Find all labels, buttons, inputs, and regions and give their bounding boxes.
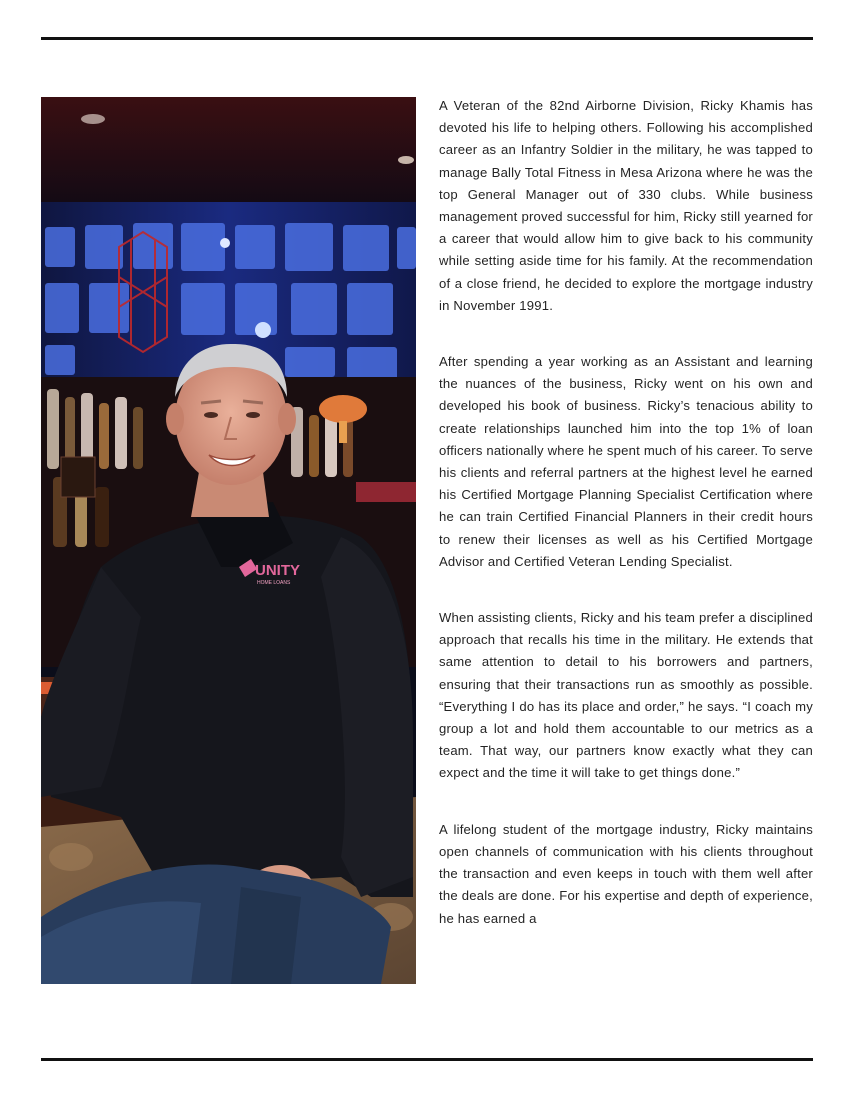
article-body xyxy=(439,95,813,1005)
portrait-photo xyxy=(41,97,416,984)
article-paragraph: When assisting clients, Ricky and his team prefer a disciplined approach that recalls his time in the military. He extends that same attention to detail to his borrowers and partners, ensuring that their transactions run as smoothly as possible. “Everything I do has its place and order,” he says. “I coach my group a lot and hold them accountable to our metrics as a team. That way, our partners know exactly what they can expect and the time it will take to get things done.” xyxy=(439,610,813,781)
bottom-rule xyxy=(41,1058,813,1061)
portrait-illustration xyxy=(41,97,416,984)
logo-tagline: HOME LOANS xyxy=(257,580,291,586)
article-paragraph: A Veteran of the 82nd Airborne Division, Ricky Khamis has devoted his life to helping others. Following his accomplished career as an Infantry Soldier in the military, he was tapped to manage Bally Total Fitness in Mesa Arizona where he was the top General Manager out of 330 clubs. While business management proved successful for him, Ricky still yearned for a career that would allow him to give back to his community while setting aside time for his family. At the recommendation of a close friend, he decided to explore the mortgage industry in November 1991. xyxy=(439,98,813,313)
top-rule xyxy=(41,37,813,40)
article-paragraph: A lifelong student of the mortgage industry, Ricky maintains open channels of communication with his clients throughout the transaction and even keeps in touch with them well after the deals are done. For his expertise and depth of experience, he has earned a xyxy=(439,821,813,926)
logo-brand: UNITY xyxy=(255,562,300,579)
article-paragraph: After spending a year working as an Assistant and learning the nuances of the business, Ricky went on his own and developed his book of business. Ricky’s tenacious ability to create relationships launched him into the top 1% of loan officers nationally where he spent much of his career. To serve his clients and referral partners at the highest level he earned his Certified Mortgage Planning Specialist Certification where he can train Certified Financial Planners in their credit hours to renew their licenses as well as his Certified Mortgage Advisor and Certified Veteran Lending Specialist. xyxy=(439,354,813,569)
